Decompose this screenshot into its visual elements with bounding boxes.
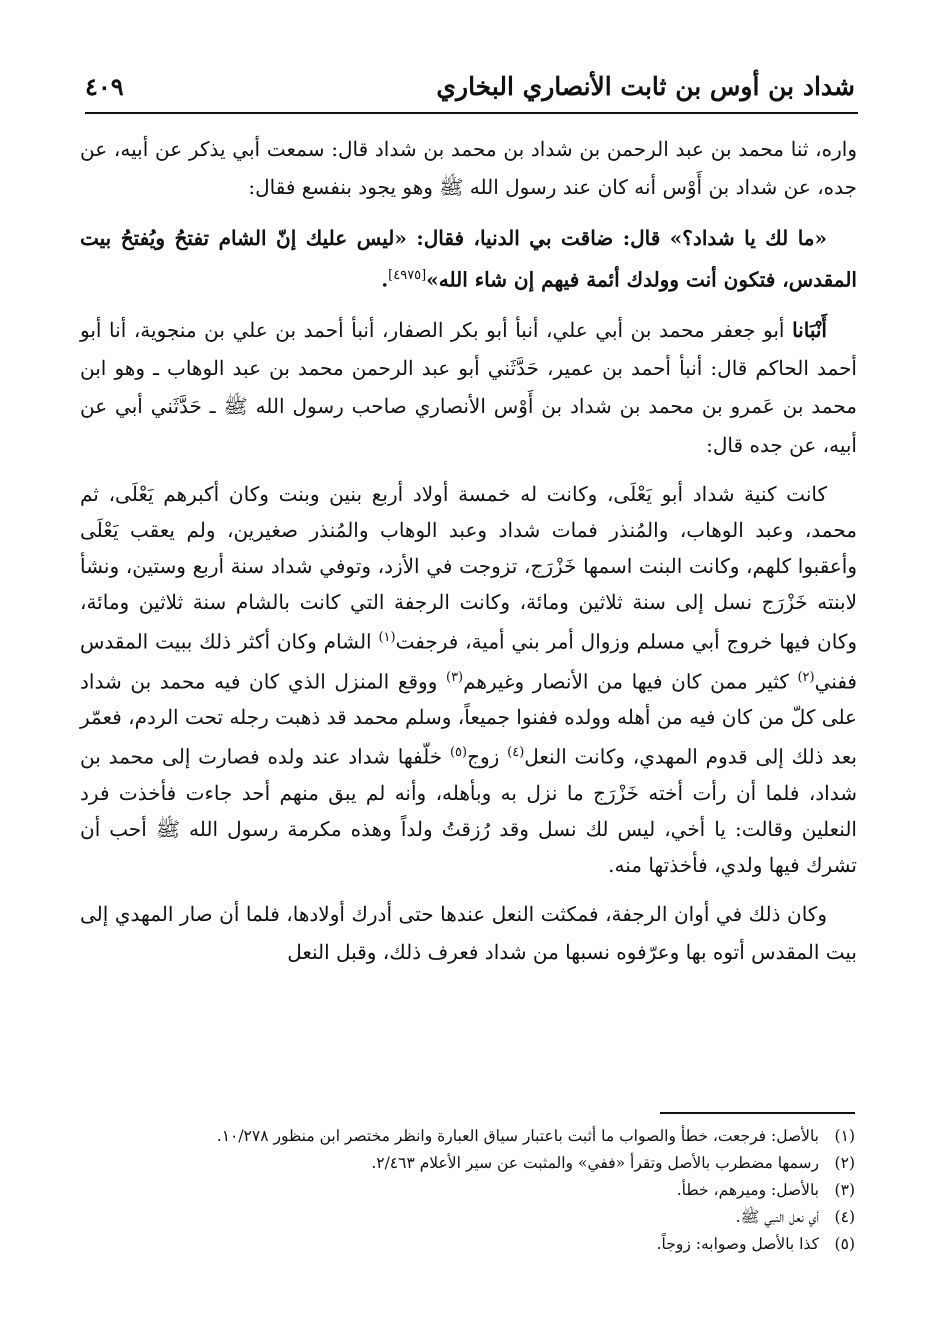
paragraph-5-text: وكان ذلك في أوان الرجفة، فمكثت النعل عندها حتى أدرك أولادها، فلما أن صار المهدي إلى بيت المقدس أتوه بها وعرّفوه نسبها من شداد فعرف ذلك، وقبل النعل — [80, 902, 857, 965]
body-text — [80, 130, 857, 984]
paragraph-2-reference: [٤٩٧٥] — [388, 267, 427, 283]
paragraph-2-text: «ما لك يا شداد؟» قال: ضاقت بي الدنيا، فقال: «ليس عليك إنّ الشام تفتحُ ويُفتحُ بيت المقدس، فتكون أنت وولدك أئمة فيهم إن شاء الله» — [80, 225, 857, 292]
paragraph-3-lead: أَنْبَانا — [792, 317, 827, 342]
footnote-text: أي نعل النبي ﷺ. — [735, 1208, 819, 1226]
footnote-1 — [100, 1123, 855, 1150]
footnote-text: بالأصل: وميرهم، خطأ. — [676, 1181, 819, 1199]
running-title: شداد بن أوس بن ثابت الأنصاري البخاري — [436, 71, 855, 101]
header-rule — [85, 112, 858, 114]
footnote-number: (٣) — [834, 1181, 855, 1199]
footnote-5 — [100, 1231, 855, 1258]
paragraph-4-text-d: ووقع المنزل الذي كان فيه محمد بن شداد على كلّ من كان فيه من أهله وولده ففنوا جميعاً، وسلم محمد قد ذهبت رجله تحت الردم، فعمّر بعد ذلك إلى قدوم المهدي، وكانت النعل — [80, 669, 858, 769]
footnote-3 — [100, 1177, 855, 1204]
footnote-marker-4[interactable]: (٤) — [507, 745, 525, 761]
paragraph-4-text-e: زوج — [467, 745, 508, 769]
footnote-marker-3[interactable]: (٣) — [445, 669, 464, 685]
paragraph-4-text-f: خلّفها شداد عند ولده فصارت إلى محمد بن شداد، فلما أن رأت أخته خَزْرَج ما نزل به وبأهله، وأنه لم يبق منهم أحد جاءت فأخذت فرد النعلين وقالت: يا أخي، ليس لك نسل وقد رُزقتُ ولداً وهذه مكرمة رسول الله ﷺ أحب أن تشرك فيها ولدي، فأخذتها منه. — [80, 745, 857, 877]
paragraph-4-text-a: كانت كنية شداد أبو يَعْلَى، وكانت له خمسة أولاد أربع بنين وبنت وكان أكبرهم يَعْلَى، ثم محمد، وعبد الوهاب، والمُنذر فمات شداد وعبد الوهاب والمُنذر صغيرين، ولم يعقب يَعْلَى وأعقبوا كلهم، وكانت البنت اسمها خَزْرَج، تزوجت في الأزد، وتوفي شداد سنة أربع وستين، ونشأ لابنته خَزْرَج نسل إلى سنة ثلاثين ومائة، وكانت الرجفة التي كانت بالشام سنة ثلاثين ومائة، وكان فيها خروج أبي مسلم وزوال أمر بني أمية، فرجفت — [80, 482, 857, 654]
page-number: ٤٠٩ — [85, 71, 124, 101]
footnote-marker-1[interactable]: (١) — [378, 630, 396, 646]
footnote-number: (٤) — [834, 1208, 855, 1226]
footnote-4 — [100, 1204, 855, 1231]
footnotes — [100, 1123, 855, 1258]
paragraph-2 — [80, 219, 857, 299]
footnote-number: (٥) — [834, 1235, 855, 1253]
paragraph-4-text-b: الشام وكان أكثر ذلك ببيت المقدس ففني — [80, 629, 857, 694]
paragraph-1-text: واره، ثنا محمد بن عبد الرحمن بن شداد بن محمد بن شداد قال: سمعت أبي يذكر عن أبيه، عن جده، عن شداد بن أَوْس أنه كان عند رسول الله ﷺ وهو يجود بنفسع فقال: — [80, 137, 857, 200]
paragraph-5 — [80, 895, 857, 972]
footnote-rule — [660, 1112, 855, 1114]
footnote-marker-2[interactable]: (٢) — [797, 669, 815, 685]
footnote-2 — [100, 1150, 855, 1177]
footnote-number: (١) — [834, 1127, 855, 1145]
paragraph-3-text: أبو جعفر محمد بن أبي علي، أنبأ أبو بكر الصفار، أنبأ أحمد بن علي بن منجوية، أنا أبو أحمد الحاكم قال: أنبأ أحمد بن عمير، حَدَّثَني أبو عبد الرحمن محمد بن عبد الوهاب ـ وهو ابن محمد بن عَمرو بن محمد بن شداد بن أَوْس الأنصاري صاحب رسول الله ﷺ ـ حَدَّثَني أبي عن أبيه، عن جده قال: — [80, 317, 857, 457]
paragraph-3 — [80, 311, 857, 464]
footnote-number: (٢) — [834, 1154, 855, 1172]
footnote-text: بالأصل: فرجعت، خطأ والصواب ما أثبت باعتبار سياق العبارة وانظر مختصر ابن منظور ١٠/٢٧٨. — [216, 1127, 819, 1145]
paragraph-2-end: . — [381, 267, 389, 292]
running-head — [85, 62, 855, 110]
footnote-text: كذا بالأصل وصوابه: زوجاً. — [656, 1235, 819, 1253]
paragraph-4-text-c: كثير ممن كان فيها من الأنصار وغيرهم — [463, 669, 798, 694]
footnote-text: رسمها مضطرب بالأصل وتقرأ «ففي» والمثبت عن سير الأعلام ٢/٤٦٣. — [371, 1154, 819, 1172]
paragraph-4 — [80, 476, 857, 883]
paragraph-1 — [80, 130, 857, 207]
footnote-marker-5[interactable]: (٥) — [449, 745, 468, 761]
